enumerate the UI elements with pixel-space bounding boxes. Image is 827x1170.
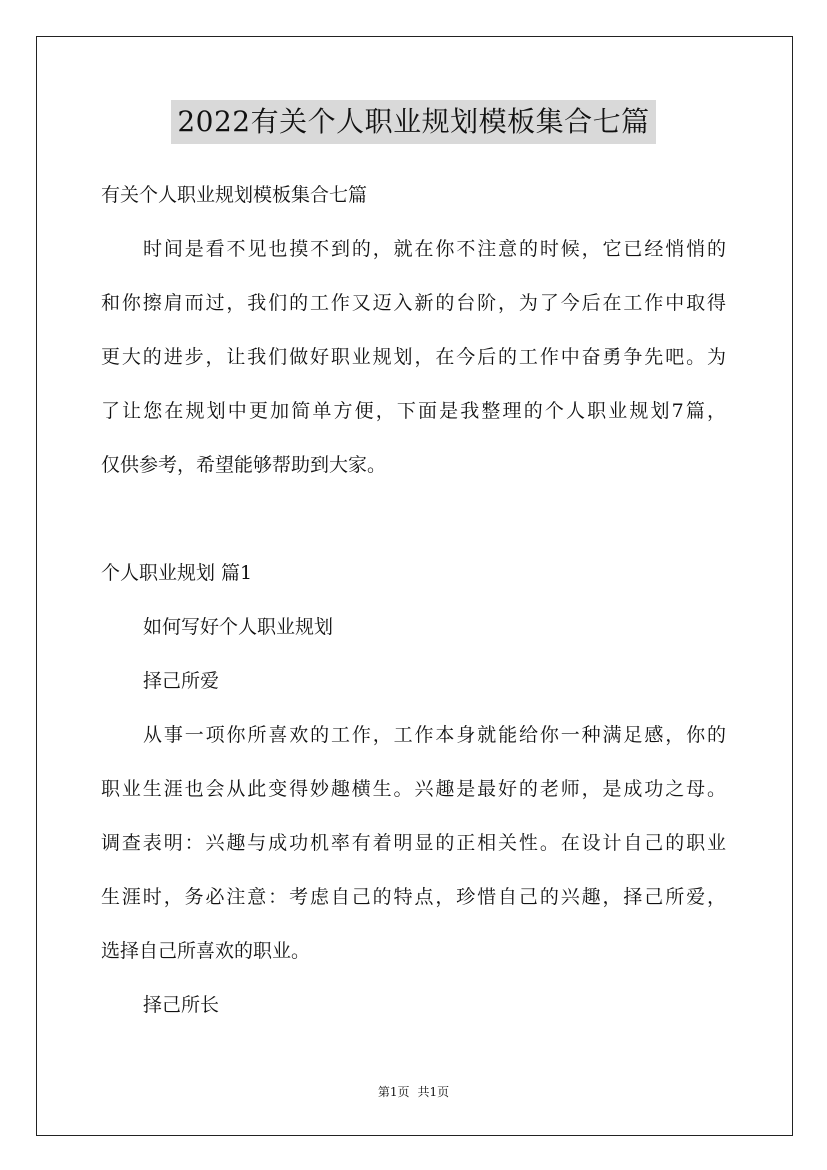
section-heading: 个人职业规划 篇1 <box>101 562 253 584</box>
point1-line: 调查表明：兴趣与成功机率有着明显的正相关性。在设计自己的职业 <box>101 832 726 854</box>
page-number: 第1页 <box>377 1085 410 1099</box>
intro-line: 更大的进步，让我们做好职业规划，在今后的工作中奋勇争先吧。为 <box>101 346 726 368</box>
point1-line: 职业生涯也会从此变得妙趣横生。兴趣是最好的老师，是成功之母。 <box>101 778 726 800</box>
intro-line: 时间是看不见也摸不到的，就在你不注意的时候，它已经悄悄的 <box>143 238 726 260</box>
intro-line: 了让您在规划中更加简单方便，下面是我整理的个人职业规划7篇， <box>101 400 726 422</box>
point1-line: 从事一项你所喜欢的工作，工作本身就能给你一种满足感，你的 <box>143 724 726 746</box>
document-title-wrap <box>0 100 827 144</box>
intro-line: 仅供参考，希望能够帮助到大家。 <box>101 454 387 476</box>
section-subheading: 如何写好个人职业规划 <box>143 616 334 638</box>
point1-line: 选择自己所喜欢的职业。 <box>101 940 311 962</box>
point1-line: 生涯时，务必注意：考虑自己的特点，珍惜自己的兴趣，择己所爱， <box>101 886 726 908</box>
page-total: 共1页 <box>417 1085 450 1099</box>
intro-line: 和你擦肩而过，我们的工作又迈入新的台阶，为了今后在工作中取得 <box>101 292 726 314</box>
point2-heading: 择己所长 <box>143 994 220 1016</box>
document-title: 2022有关个人职业规划模板集合七篇 <box>171 100 655 144</box>
point1-heading: 择己所爱 <box>143 670 220 692</box>
page-footer <box>0 1084 827 1100</box>
document-subtitle: 有关个人职业规划模板集合七篇 <box>101 184 368 206</box>
